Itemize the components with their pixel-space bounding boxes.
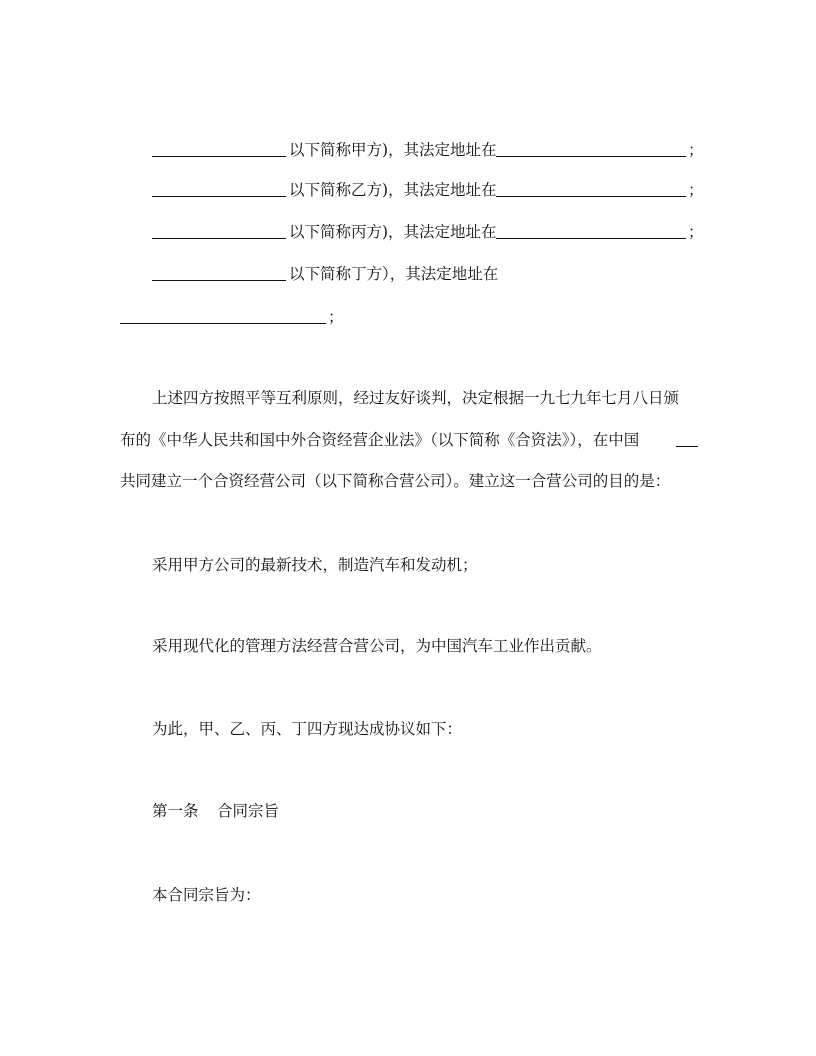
agreement-line bbox=[0, 717, 816, 741]
party-name-blank[interactable] bbox=[152, 180, 286, 197]
purpose-item-2 bbox=[0, 634, 816, 658]
intro-text: 上述四方按照平等互利原则，经过友好谈判，决定根据一九七九年七月八日颁 bbox=[152, 389, 680, 407]
address-blank[interactable] bbox=[496, 140, 686, 157]
line-end: ； bbox=[688, 223, 704, 241]
line-end: ； bbox=[688, 181, 704, 199]
intro-text: 布的《中华人民共和国中外合资经营企业法》（以下简称《合资法》），在中国 bbox=[120, 431, 640, 449]
address-blank[interactable] bbox=[496, 180, 686, 197]
article-1-body bbox=[0, 883, 816, 907]
intro-line-2 bbox=[0, 428, 816, 452]
party-label: 以下简称甲方)，其法定地址在 bbox=[289, 141, 497, 159]
article-title: 合同宗旨 bbox=[217, 802, 280, 820]
intro-line-3 bbox=[0, 469, 816, 493]
purpose-text: 采用现代化的管理方法经营合营公司，为中国汽车工业作出贡献。 bbox=[152, 637, 602, 655]
party-line-3 bbox=[0, 220, 816, 244]
line-end: ； bbox=[328, 308, 344, 326]
party-label: 以下简称丙方)，其法定地址在 bbox=[289, 223, 497, 241]
article-1-heading bbox=[0, 799, 816, 823]
intro-line-1 bbox=[0, 386, 816, 410]
party-label: 以下简称乙方)，其法定地址在 bbox=[289, 181, 497, 199]
intro-text: 共同建立一个合资经营公司（以下简称合营公司）。建立这一合营公司的目的是： bbox=[120, 472, 671, 490]
address-blank[interactable] bbox=[496, 222, 686, 239]
party-line-1 bbox=[0, 138, 816, 162]
party-4-address-line bbox=[0, 305, 816, 329]
agreement-text: 为此，甲、乙、丙、丁四方现达成协议如下： bbox=[152, 720, 463, 738]
party-line-4 bbox=[0, 262, 816, 286]
line-end: ； bbox=[688, 141, 704, 159]
purpose-text: 采用甲方公司的最新技术，制造汽车和发动机； bbox=[152, 556, 478, 574]
party-name-blank[interactable] bbox=[152, 264, 286, 281]
party-name-blank[interactable] bbox=[152, 140, 286, 157]
party-name-blank[interactable] bbox=[152, 222, 286, 239]
party-line-2 bbox=[0, 178, 816, 202]
party-label: 以下简称丁方），其法定地址在 bbox=[289, 265, 499, 283]
location-blank[interactable] bbox=[676, 430, 698, 447]
address-blank[interactable] bbox=[120, 307, 326, 324]
purpose-item-1 bbox=[0, 553, 816, 577]
article-body-text: 本合同宗旨为： bbox=[152, 886, 261, 904]
article-number: 第一条 bbox=[152, 802, 199, 820]
